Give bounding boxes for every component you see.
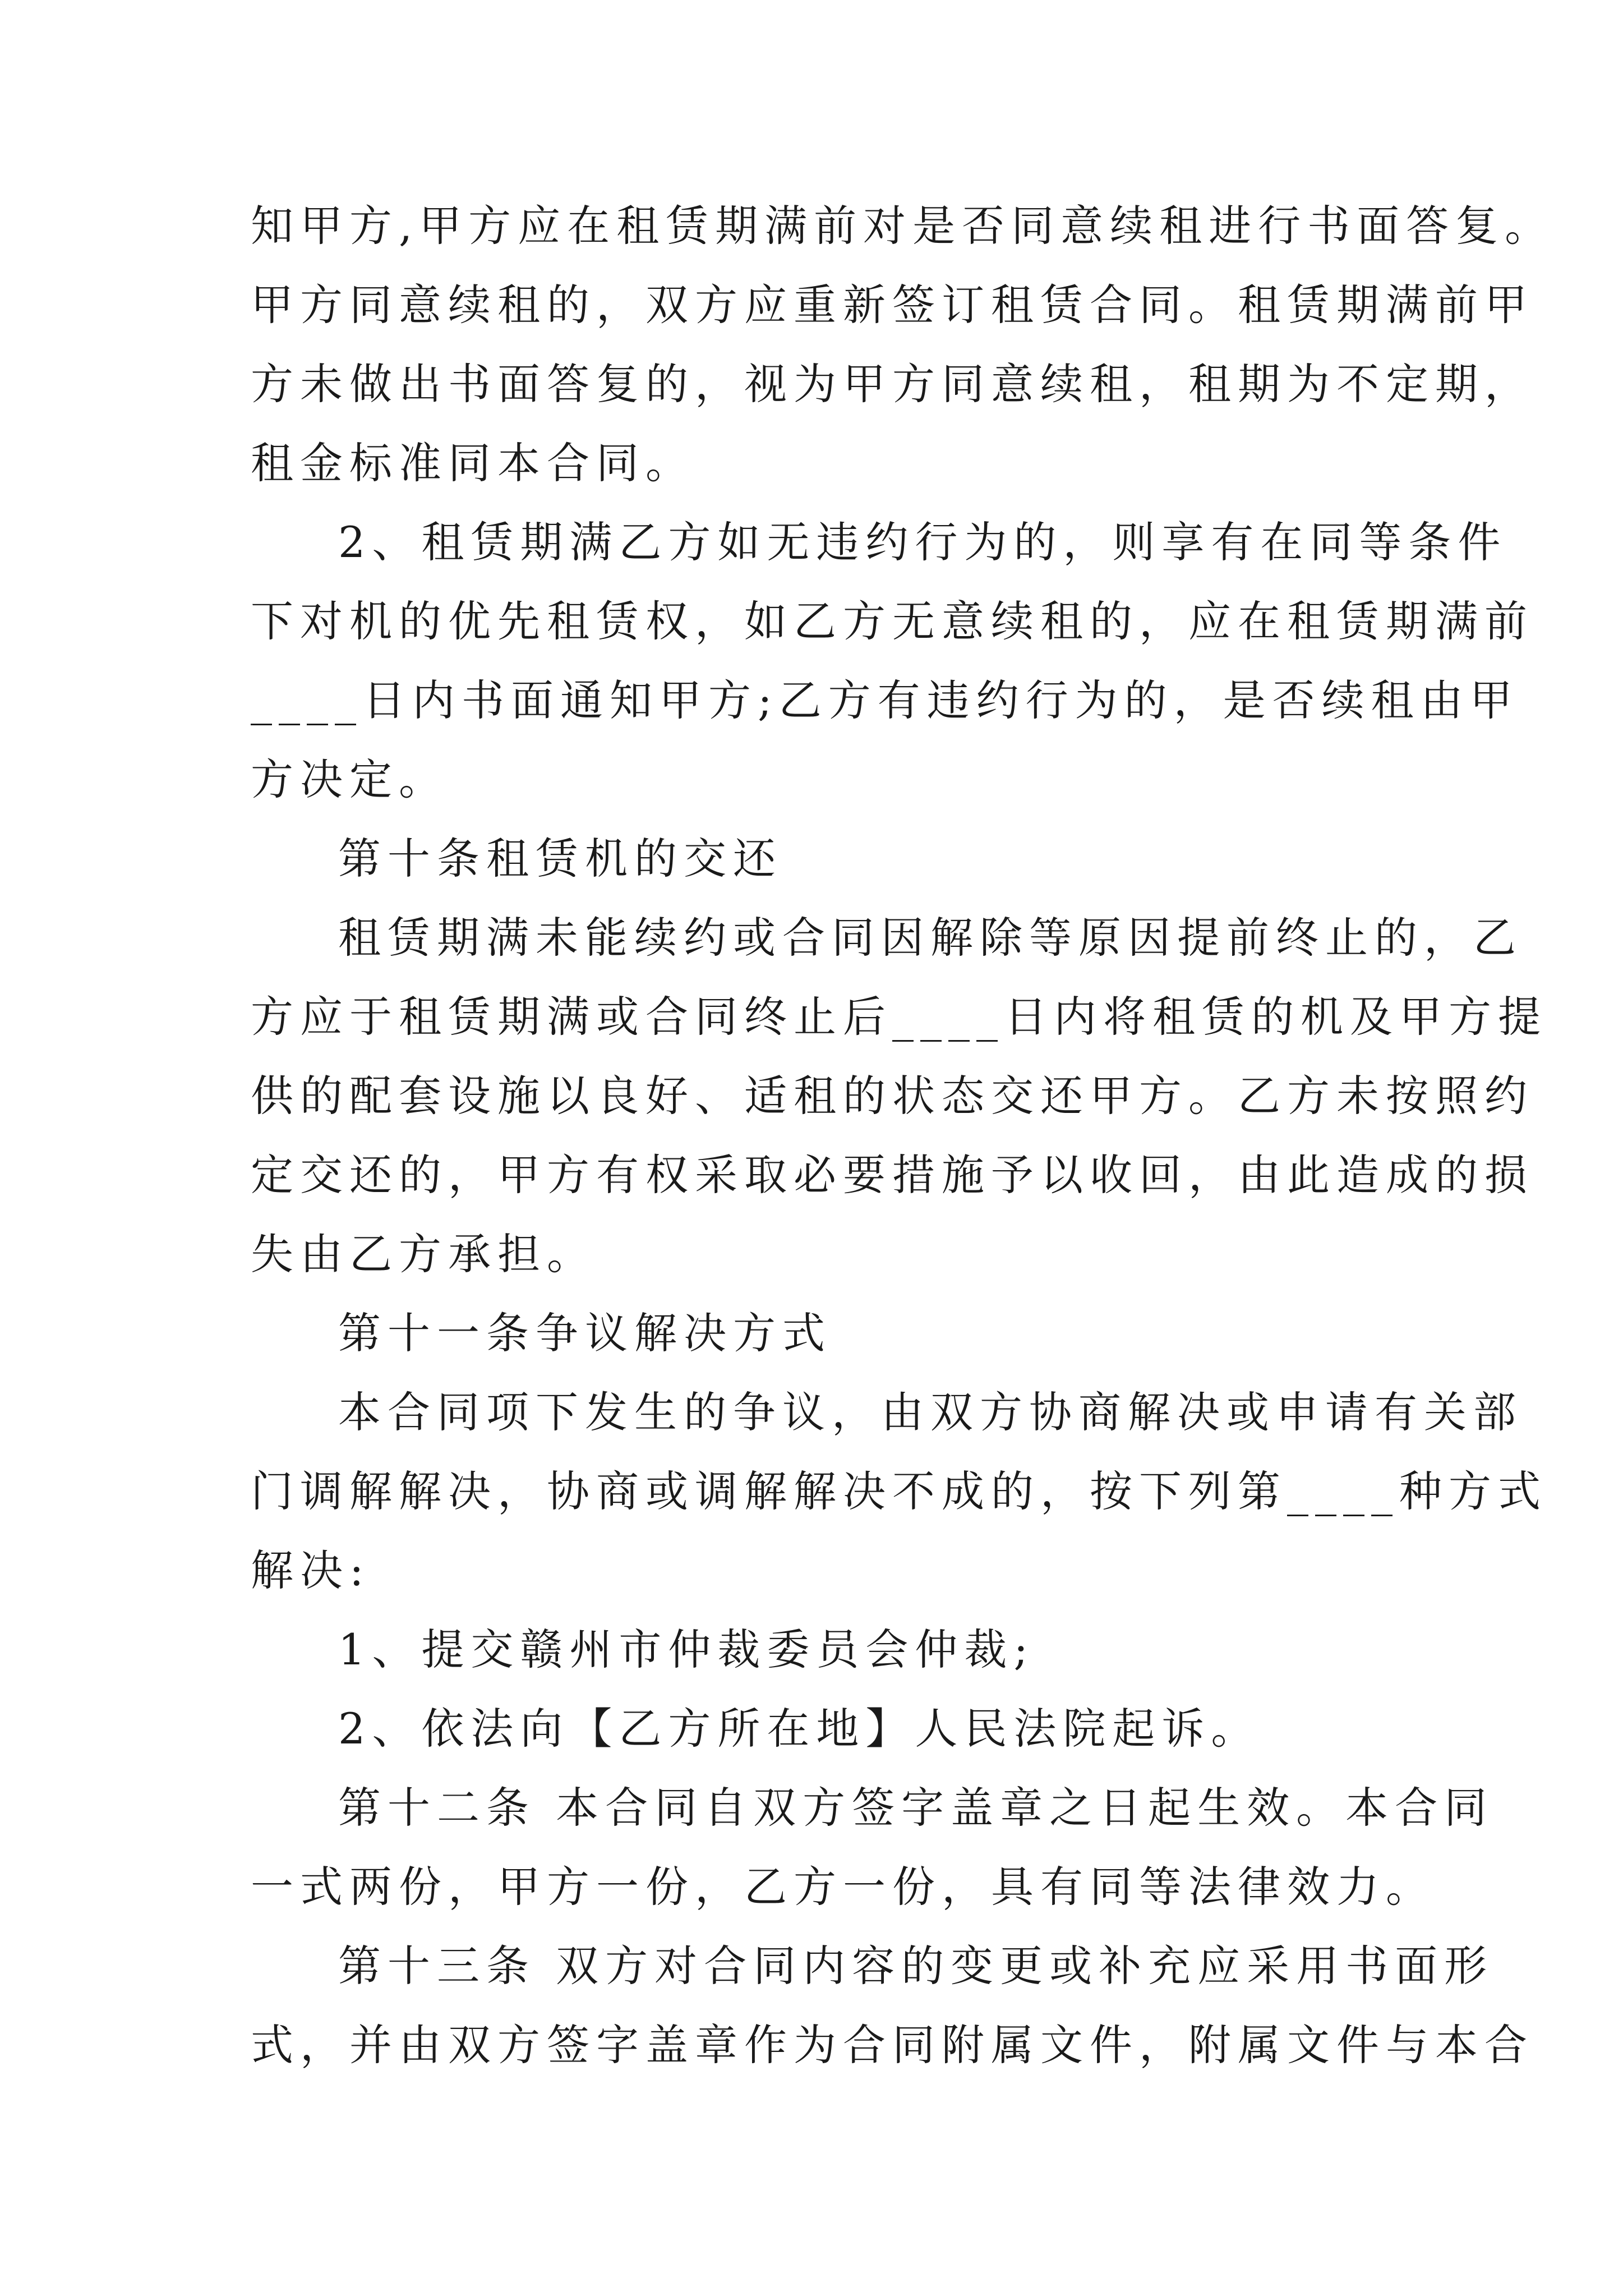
text-line: 供的配套设施以良好、适租的状态交还甲方。乙方未按照约 <box>251 1071 1534 1121</box>
section-heading: 第十一条争议解决方式 <box>338 1308 832 1358</box>
text-line: 下对机的优先租赁权，如乙方无意续租的，应在租赁期满前 <box>251 596 1534 646</box>
text-line: 1、提交赣州市仲裁委员会仲裁; <box>338 1625 1035 1674</box>
text-line: 甲方同意续租的，双方应重新签订租赁合同。租赁期满前甲 <box>251 280 1534 330</box>
text-line: 一式两份，甲方一份，乙方一份，具有同等法律效力。 <box>251 1862 1435 1912</box>
text-line: 2、依法向【乙方所在地】人民法院起诉。 <box>338 1704 1261 1754</box>
text-line: 第十三条 双方对合同内容的变更或补充应采用书面形 <box>338 1941 1494 1991</box>
text-line: 定交还的，甲方有权采取必要措施予以收回，由此造成的损 <box>251 1150 1534 1200</box>
text-line: 租金标准同本合同。 <box>251 438 695 488</box>
text-line: 失由乙方承担。 <box>251 1229 596 1279</box>
text-line: ____日内书面通知甲方;乙方有违约行为的，是否续租由甲 <box>251 675 1519 725</box>
text-line: 门调解解决，协商或调解解决不成的，按下列第____种方式 <box>251 1466 1547 1516</box>
text-line: 方决定。 <box>251 754 448 804</box>
text-line: 式，并由双方签字盖章作为合同附属文件，附属文件与本合 <box>251 2020 1534 2070</box>
text-line: 知甲方,甲方应在租赁期满前对是否同意续租进行书面答复。 <box>251 201 1555 251</box>
text-line: 方应于租赁期满或合同终止后____日内将租赁的机及甲方提 <box>251 992 1547 1042</box>
text-line: 方未做出书面答复的，视为甲方同意续租，租期为不定期， <box>251 359 1534 409</box>
text-line: 租赁期满未能续约或合同因解除等原因提前终止的，乙 <box>338 913 1523 963</box>
section-heading: 第十条租赁机的交还 <box>338 834 782 884</box>
text-line: 第十二条 本合同自双方签字盖章之日起生效。本合同 <box>338 1783 1494 1833</box>
text-line: 2、租赁期满乙方如无违约行为的，则享有在同等条件 <box>338 517 1507 567</box>
text-line: 本合同项下发生的争议，由双方协商解决或申请有关部 <box>338 1387 1523 1437</box>
text-line: 解决: <box>251 1545 371 1595</box>
